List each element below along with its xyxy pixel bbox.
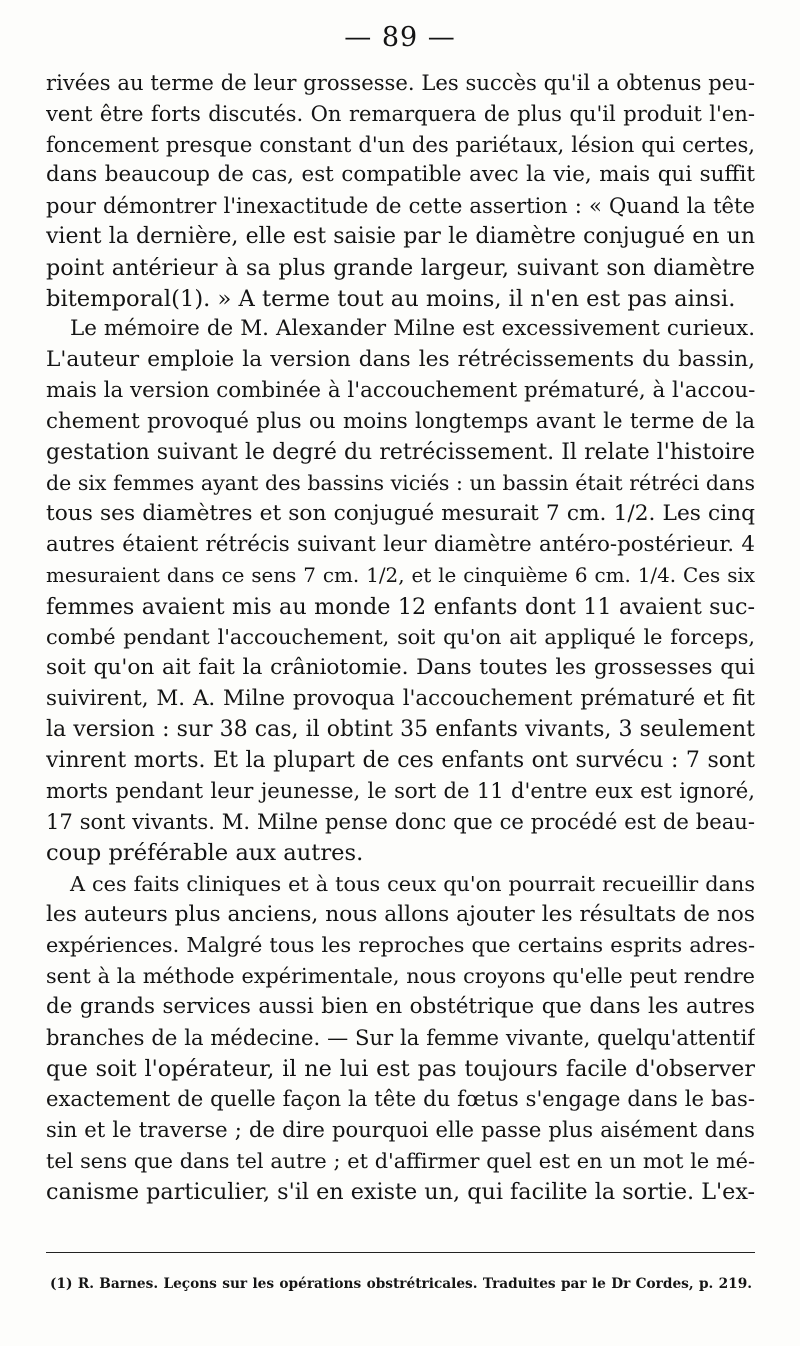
text-line: vient la dernière, elle est saisie par le diamètre conjugué en un (46, 223, 755, 249)
text-line: rivées au terme de leur grossesse. Les succès qu'il a obtenus peu- (46, 70, 755, 95)
text-line: gestation suivant le degré du retrécissement. Il relate l'histoire (46, 439, 755, 465)
paragraph (46, 869, 755, 1208)
text-line: tous ses diamètres et son conjugué mesurait 7 cm. 1/2. Les cinq (46, 501, 755, 527)
text-line: femmes avaient mis au monde 12 enfants dont 11 avaient suc- (46, 593, 755, 620)
text-line: 17 sont vivants. M. Milne pense donc que ce procédé est de beau- (46, 809, 755, 835)
text-line: coup préférable aux autres. (46, 839, 364, 866)
text-line: vinrent morts. Et la plupart de ces enfants ont survécu : 7 sont (46, 747, 755, 773)
text-line: que soit l'opérateur, il ne lui est pas toujours facile d'observer (46, 1055, 755, 1082)
text-line: branches de la médecine. — Sur la femme vivante, quelqu'attentif (46, 1024, 755, 1050)
text-line: bitemporal(1). » A terme tout au moins, il n'en est pas ainsi. (46, 285, 736, 312)
text-line: de six femmes ayant des bassins viciés : un bassin était rétréci dans (46, 471, 755, 496)
text-line: canisme particulier, s'il en existe un, qui facilite la sortie. L'ex- (46, 1178, 755, 1205)
text-line: les auteurs plus anciens, nous allons ajouter les résultats de nos (46, 901, 755, 927)
text-line: autres étaient rétrécis suivant leur diamètre antéro-postérieur. 4 (46, 531, 755, 557)
text-line: mais la version combinée à l'accouchement prématuré, à l'accou- (46, 377, 755, 403)
text-line: foncement presque constant d'un des pariétaux, lésion qui certes, (46, 131, 755, 157)
text-line: de grands services aussi bien en obstétrique que dans les autres (46, 993, 755, 1019)
text-line: expériences. Malgré tous les reproches que certains esprits adres- (46, 933, 755, 958)
text-line: Le mémoire de M. Alexander Milne est excessivement curieux. (70, 316, 755, 342)
paragraph (46, 68, 755, 314)
paragraph (46, 314, 755, 868)
footnote: (1) R. Barnes. Leçons sur les opérations obstrétricales. Traduites par le Dr Cordes, p. 219. (50, 1276, 752, 1292)
text-line: sin et le traverse ; de dire pourquoi elle passe plus aisément dans (46, 1117, 755, 1143)
text-line: pour démontrer l'inexactitude de cette assertion : « Quand la tête (46, 193, 755, 219)
text-line: tel sens que dans tel autre ; et d'affirmer quel est en un mot le mé- (46, 1148, 755, 1173)
text-line: chement provoqué plus ou moins longtemps avant le terme de la (46, 408, 755, 434)
text-line: point antérieur à sa plus grande largeur, suivant son diamètre (46, 254, 755, 281)
text-line: combé pendant l'accouchement, soit qu'on ait appliqué le forceps, (46, 625, 755, 650)
text-line: dans beaucoup de cas, est compatible avec la vie, mais qui suffit (46, 162, 755, 188)
text-line: suivirent, M. A. Milne provoqua l'accouchement prématuré et fit (46, 685, 755, 711)
text-line: L'auteur emploie la version dans les rétrécissements du bassin, (46, 347, 755, 373)
text-line: A ces faits cliniques et à tous ceux qu'on pourrait recueillir dans (70, 871, 755, 896)
page-number: — 89 — (344, 22, 456, 53)
text-line: la version : sur 38 cas, il obtint 35 enfants vivants, 3 seulement (46, 716, 755, 742)
text-line: exactement de quelle façon la tête du fœtus s'engage dans le bas- (46, 1086, 755, 1112)
text-line: sent à la méthode expérimentale, nous croyons qu'elle peut rendre (46, 964, 755, 989)
text-line: morts pendant leur jeunesse, le sort de 11 d'entre eux est ignoré, (46, 778, 755, 804)
body-text (46, 68, 755, 1207)
text-line: vent être forts discutés. On remarquera de plus qu'il produit l'en- (46, 100, 755, 126)
footnote-rule (46, 1252, 755, 1253)
text-line: soit qu'on ait fait la crâniotomie. Dans toutes les grossesses qui (46, 655, 755, 681)
text-line: mesuraient dans ce sens 7 cm. 1/2, et le cinquième 6 cm. 1/4. Ces six (46, 563, 755, 587)
